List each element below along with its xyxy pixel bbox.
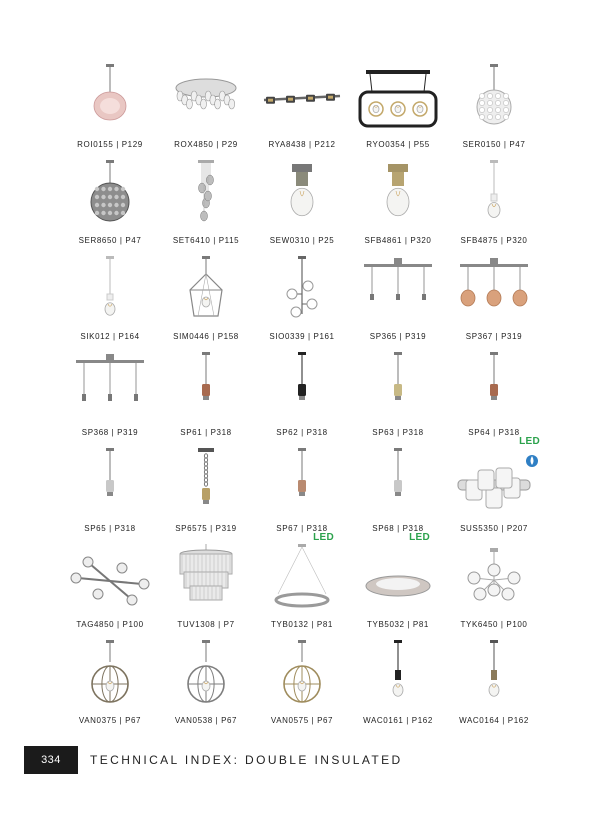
product-code: ROX4850 | P29 [174, 140, 238, 149]
brass-globe-cage-pendant-icon [254, 638, 350, 720]
product-code: SP6575 | P319 [175, 524, 237, 533]
white-cord-bulb-pendant-icon [62, 254, 158, 336]
product-item [62, 350, 158, 446]
product-code: SIO0339 | P161 [269, 332, 335, 341]
product-item [62, 62, 158, 158]
product-code: WAC0164 | P162 [459, 716, 529, 725]
product-code: TYK6450 | P100 [460, 620, 528, 629]
multi-globe-ceiling-light-icon [446, 542, 542, 624]
product-code: SP63 | P318 [372, 428, 424, 437]
product-item [446, 254, 542, 350]
product-item [446, 638, 542, 734]
product-code: RYA8438 | P212 [268, 140, 336, 149]
product-code: SET6410 | P115 [172, 236, 240, 245]
product-code: VAN0375 | P67 [78, 716, 142, 725]
product-code: SP368 | P319 [81, 428, 139, 437]
product-item [254, 62, 350, 158]
smoked-ball-pendant-icon [62, 158, 158, 240]
product-item [350, 158, 446, 254]
product-code: SP62 | P318 [276, 428, 328, 437]
tiered-crystal-chandelier-icon [158, 542, 254, 624]
product-code: SFB4861 | P320 [364, 236, 432, 245]
product-item [446, 158, 542, 254]
water-drop-icon [526, 454, 538, 473]
product-code: TAG4850 | P100 [76, 620, 144, 629]
product-item [62, 158, 158, 254]
geometric-cage-pendant-icon [158, 254, 254, 336]
brass-batten-bulb-holder-icon [350, 158, 446, 240]
three-bulb-bar-pendant-icon [350, 254, 446, 336]
brass-bulb-holder-pendant-icon [350, 350, 446, 432]
three-drop-bar-pendant-icon [62, 350, 158, 432]
product-item [62, 254, 158, 350]
globe-cluster-pendant-icon [254, 254, 350, 336]
product-item [350, 254, 446, 350]
product-code: WAC0161 | P162 [363, 716, 433, 725]
crystal-drop-cluster-icon [158, 158, 254, 240]
six-arm-ceiling-light-icon [62, 542, 158, 624]
product-code: TYB0132 | P81 [271, 620, 333, 629]
chrome-bulb-holder-pendant-icon [62, 446, 158, 528]
product-code: SP65 | P318 [84, 524, 136, 533]
product-code: SUS5350 | P207 [460, 524, 528, 533]
copper-chrome-bulb-holder-pendant-icon [254, 446, 350, 528]
product-item [350, 62, 446, 158]
led-badge: LED [409, 532, 430, 543]
product-item [350, 532, 446, 638]
page-number: 334 [24, 746, 78, 774]
product-code: SIK012 | P164 [80, 332, 140, 341]
product-code: SP67 | P318 [276, 524, 328, 533]
three-light-bar-pendant-icon [350, 62, 446, 144]
product-item [62, 638, 158, 734]
product-item [158, 350, 254, 446]
product-item [62, 446, 158, 542]
product-item [446, 542, 542, 638]
product-code: SER8650 | P47 [78, 236, 142, 245]
product-code: ROI0155 | P129 [77, 140, 143, 149]
product-code: SEW0310 | P25 [269, 236, 335, 245]
led-badge: LED [313, 532, 334, 543]
product-item [158, 158, 254, 254]
white-bulb-pendant-icon [446, 158, 542, 240]
index-title: TECHNICAL INDEX: DOUBLE INSULATED [90, 753, 403, 767]
product-item [350, 446, 446, 542]
product-item [158, 446, 254, 542]
product-item [350, 350, 446, 446]
product-code: VAN0575 | P67 [270, 716, 334, 725]
chrome-globe-cage-pendant-icon [158, 638, 254, 720]
product-code: TYB5032 | P81 [367, 620, 429, 629]
black-bulb-pendant-icon [350, 638, 446, 720]
product-item [158, 638, 254, 734]
led-ring-pendant-icon [254, 542, 350, 624]
copper-bulb-holder-pendant-icon [158, 350, 254, 432]
led-badge: LED [519, 436, 540, 447]
product-item [158, 542, 254, 638]
page-footer [24, 746, 584, 774]
bronze-globe-cage-pendant-icon [62, 638, 158, 720]
product-item [446, 350, 542, 446]
exposed-bulb-flush-light-icon [254, 158, 350, 240]
product-item [158, 62, 254, 158]
chain-brass-pendant-icon [158, 446, 254, 528]
antique-bulb-pendant-icon [446, 638, 542, 720]
product-code: SP64 | P318 [468, 428, 520, 437]
product-item [254, 638, 350, 734]
product-code: SFB4875 | P320 [460, 236, 528, 245]
crystal-flush-ceiling-light-icon [158, 62, 254, 144]
product-code: RYO0354 | P55 [366, 140, 430, 149]
product-item [158, 254, 254, 350]
product-item [254, 532, 350, 638]
copper-bulb-holder-pendant-icon [446, 350, 542, 432]
product-code: SER0150 | P47 [462, 140, 526, 149]
product-item [350, 638, 446, 734]
black-bulb-holder-pendant-icon [254, 350, 350, 432]
product-item [254, 446, 350, 542]
product-item [446, 62, 542, 158]
chrome-bulb-holder-pendant-icon [350, 446, 446, 528]
pink-glass-dome-pendant-icon [62, 62, 158, 144]
crystal-ball-pendant-icon [446, 62, 542, 144]
four-spotlight-bar-icon [254, 62, 350, 144]
led-flush-ring-icon [350, 542, 446, 624]
three-amber-glass-bar-pendant-icon [446, 254, 542, 336]
product-item [254, 158, 350, 254]
product-item [254, 254, 350, 350]
product-item [446, 436, 542, 542]
product-item [254, 350, 350, 446]
product-code: SP365 | P319 [369, 332, 427, 341]
product-code: SP367 | P319 [465, 332, 523, 341]
product-code: VAN0538 | P67 [174, 716, 238, 725]
product-code: SP68 | P318 [372, 524, 424, 533]
product-code: SP61 | P318 [180, 428, 232, 437]
product-item [62, 542, 158, 638]
product-code: SIM0446 | P158 [173, 332, 239, 341]
product-code: TUV1308 | P7 [177, 620, 235, 629]
product-grid [62, 62, 542, 734]
